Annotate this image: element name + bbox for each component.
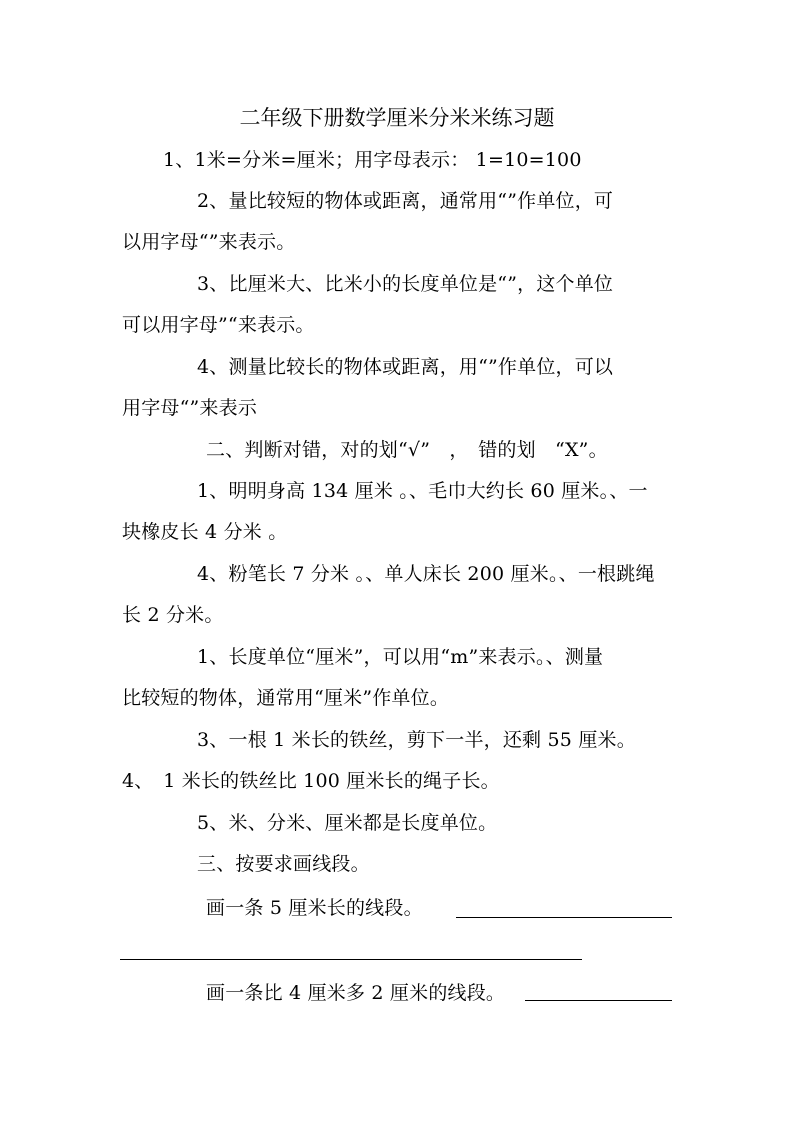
judge-item-1-line-2: 块橡皮长 4 分米 。 [122, 521, 288, 543]
section-2-heading: 二、判断对错，对的划“√” ， 错的划 “X”。 [206, 439, 608, 461]
section-3-heading: 三、按要求画线段。 [197, 853, 370, 875]
judge-item-unit-line-2: 比较短的物体，通常用“厘米”作单位。 [122, 687, 450, 709]
question-4-line-1: 4、测量比较长的物体或距离，用“”作单位，可以 [197, 356, 614, 378]
judge-item-3: 3、一根 1 米长的铁丝，剪下一半，还剩 55 厘米。 [197, 729, 636, 751]
question-3-line-1: 3、比厘米大、比米小的长度单位是“”，这个单位 [197, 273, 614, 295]
answer-blank-line[interactable] [120, 959, 582, 960]
answer-blank-line[interactable] [525, 1000, 672, 1001]
question-1-unit-conversion: 1、1米=分米=厘米；用字母表示： 1=10=100 [163, 149, 582, 171]
answer-blank-line[interactable] [456, 917, 672, 918]
question-4-line-2: 用字母“”来表示 [122, 397, 258, 419]
draw-task-2: 画一条比 4 厘米多 2 厘米的线段。 [206, 982, 506, 1004]
question-2-line-2: 以用字母“”来表示。 [122, 231, 296, 253]
judge-item-4: 4、 1 米长的铁丝比 100 厘米长的绳子长。 [122, 770, 500, 792]
question-2-line-1: 2、量比较短的物体或距离，通常用“”作单位，可 [197, 190, 614, 212]
judge-item-5: 5、米、分米、厘米都是长度单位。 [197, 812, 498, 834]
draw-task-1: 画一条 5 厘米长的线段。 [206, 897, 423, 919]
judge-item-1-line-1: 1、明明身高 134 厘米 。、毛巾大约长 60 厘米。、一 [197, 480, 648, 502]
document-title: 二年级下册数学厘米分米米练习题 [239, 106, 555, 130]
judge-item-4-line-1: 4、粉笔长 7 分米 。、单人床长 200 厘米。、一根跳绳 [197, 563, 655, 585]
judge-item-4-line-2: 长 2 分米。 [122, 604, 224, 626]
judge-item-unit-line-1: 1、长度单位“厘米”，可以用“m”来表示。、测量 [197, 646, 604, 668]
question-3-line-2: 可以用字母”“来表示。 [122, 314, 315, 336]
